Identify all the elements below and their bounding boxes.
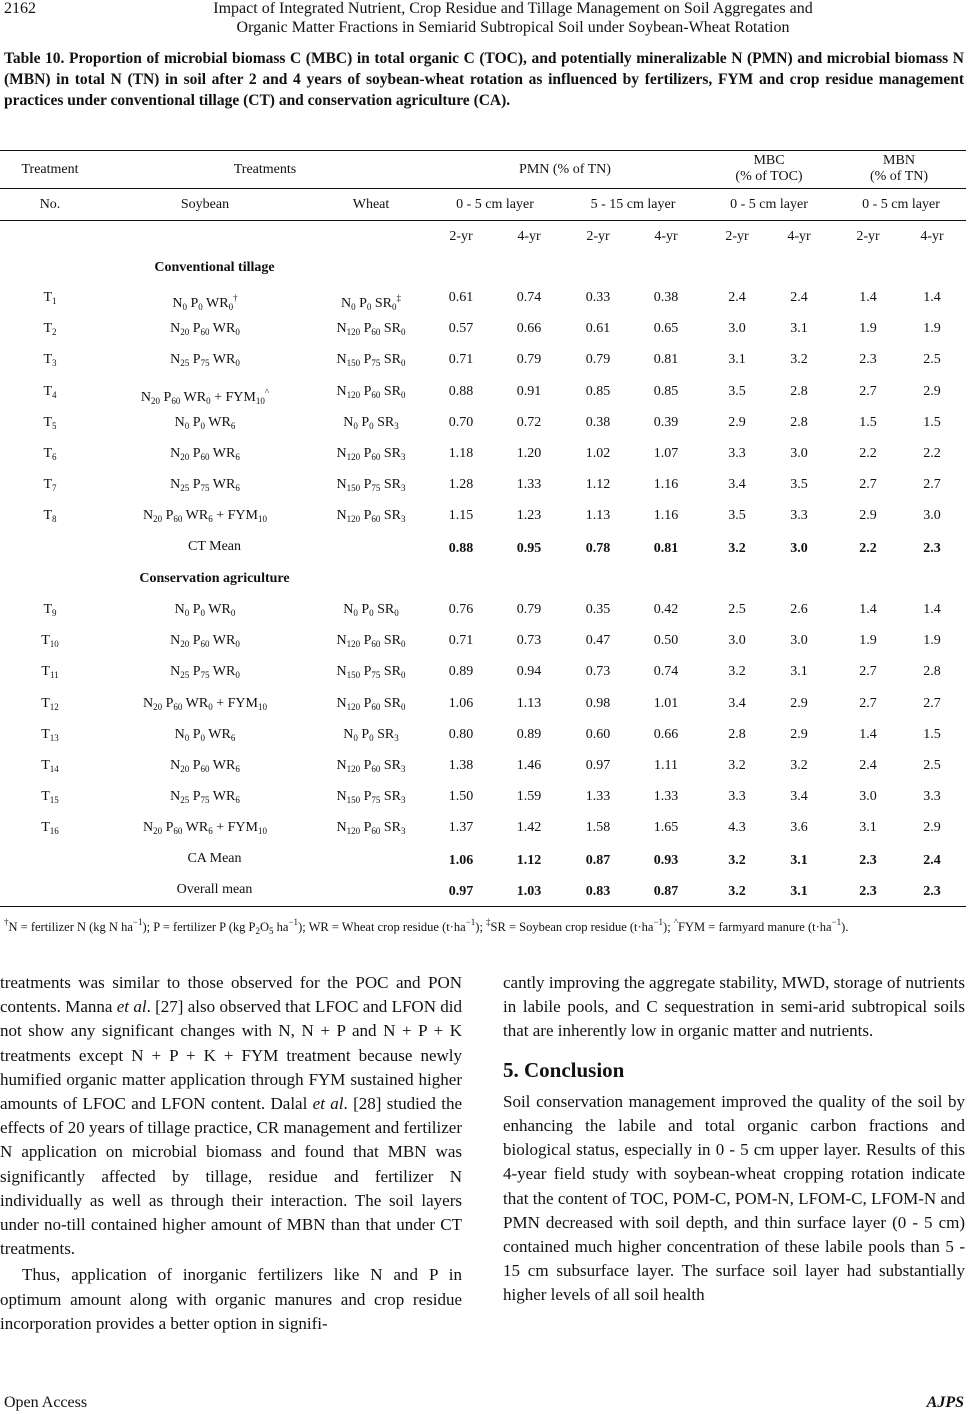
mean-value: 3.2	[728, 541, 746, 556]
treatment-no: $T_{10}$	[41, 633, 59, 650]
table-value: 1.4	[859, 726, 877, 742]
col-header-treatment: Treatment	[21, 162, 79, 177]
table-value: 1.07	[653, 446, 679, 461]
right-paragraph-2: Soil conservation management improved the quality of the soil by enhancing the labile and total organic carbon fractions and biological status, especially in 0 - 5 cm upper layer. Results of this 4-year field study with soybean-wheat cropping rotation indicate that the content of TOC, POM-C, POM-N, LFOM-C, LFOM-N and PMN decreased with soil depth, and thin surface layer (0 - 5 cm) contained much higher concentration of these labile pools than 5 - 15 cm subsurface layer. The surface soil layer had substantially higher levels of all soil health	[503, 1091, 965, 1305]
col-header-treatments: Treatments	[233, 162, 297, 177]
col-header-soybean: Soybean	[180, 197, 230, 212]
table-value: 0.76	[448, 602, 474, 617]
table-value: 2.9	[728, 414, 746, 430]
table-value: 0.70	[448, 414, 474, 430]
soybean-treatment: $N_0$ $P_0$ $WR_0^\dagger$	[172, 293, 238, 312]
table-value: 1.42	[516, 820, 542, 836]
mean-value: 0.87	[585, 853, 611, 868]
table-value: 2.9	[859, 508, 877, 524]
table-value: 1.06	[448, 695, 474, 711]
table-value: 1.37	[448, 820, 474, 836]
table-value: 3.2	[728, 664, 746, 680]
table-value: 3.0	[923, 508, 941, 524]
treatment-no: $T_{15}$	[41, 789, 59, 806]
year-header: 2-yr	[449, 229, 473, 244]
col-header-layer-d: 0 - 5 cm layer	[862, 197, 940, 212]
table-value: 2.2	[923, 446, 941, 461]
table-value: 2.4	[790, 290, 808, 305]
year-header: 2-yr	[856, 229, 880, 244]
table-value: 0.42	[653, 602, 679, 617]
running-header-line1: Impact of Integrated Nutrient, Crop Residue and Tillage Management on Soil Aggregates and	[213, 0, 813, 17]
year-header: 4-yr	[920, 229, 944, 244]
body-column-left	[0, 971, 462, 1336]
table-value: 2.8	[790, 383, 808, 399]
mean-value: 3.1	[790, 853, 808, 868]
soybean-treatment: $N_0$ $P_0$ $WR_6$	[174, 726, 236, 743]
mean-value: 3.1	[790, 884, 808, 899]
table-value: 1.13	[585, 508, 611, 524]
table-value: 2.9	[923, 820, 941, 836]
table-value: 3.3	[923, 789, 941, 805]
left-paragraph-1: treatments was similar to those observed for the POC and PON contents. Manna et al. [27] also observed that LFOC and LFON did not show any significant changes with N, N + P and N + P + K treatments except N + P + K + FYM treatment because newly humified organic matter application through FYM sustained higher amounts of LFOC and LFON content. Dalal et al. [28] studied the effects of 20 years of tillage practice, CR management and fertilizer N application on microbial biomass and found that MBN was significantly affected by tillage, residue and fertilizer N individually as well as through their interaction. The soil layers under no-till contained higher amount of MBN than that under CT treatments.	[0, 973, 463, 1259]
table-value: 1.4	[923, 602, 941, 617]
mean-value: 0.88	[448, 541, 474, 556]
table-value: 0.88	[448, 383, 474, 399]
treatment-no: $T_3$	[43, 352, 57, 369]
table-value: 3.4	[790, 789, 808, 805]
table-value: 1.9	[923, 633, 941, 649]
col-header-wheat: Wheat	[352, 197, 390, 212]
table-value: 3.2	[790, 352, 808, 368]
mean-value: 0.93	[653, 853, 679, 868]
table-value: 0.98	[585, 695, 611, 711]
table-value: 1.5	[923, 726, 941, 742]
table-value: 2.9	[923, 383, 941, 399]
table-value: 3.5	[728, 508, 746, 524]
col-header-mbn	[840, 153, 958, 185]
running-header-line2: Organic Matter Fractions in Semiarid Subtropical Soil under Soybean-Wheat Rotation	[236, 19, 790, 36]
treatment-no: $T_6$	[43, 446, 57, 462]
soybean-treatment: $N_{25}$ $P_{75}$ $WR_6$	[170, 477, 240, 494]
wheat-treatment: $N_{120}$ $P_{60}$ $SR_3$	[336, 446, 406, 462]
table-value: 3.5	[790, 477, 808, 493]
table-value: 3.1	[728, 352, 746, 368]
table-value: 3.1	[859, 820, 877, 836]
table-value: 0.91	[516, 383, 542, 399]
treatment-no: $T_{12}$	[41, 695, 59, 712]
wheat-treatment: $N_{120}$ $P_{60}$ $SR_3$	[336, 758, 406, 774]
table-value: 0.72	[516, 414, 542, 430]
table-value: 2.6	[790, 602, 808, 617]
table-value: 2.7	[859, 695, 877, 711]
table-value: 1.5	[923, 414, 941, 430]
table-value: 2.8	[790, 414, 808, 430]
table-value: 0.66	[516, 321, 542, 337]
table-value: 2.5	[923, 352, 941, 368]
mean-label: CT Mean	[187, 539, 241, 554]
wheat-treatment: $N_0$ $P_0$ $SR_0^\ddagger$	[340, 293, 402, 312]
table-value: 1.01	[653, 695, 679, 711]
soybean-treatment: $N_0$ $P_0$ $WR_6$	[174, 414, 236, 431]
wheat-treatment: $N_{120}$ $P_{60}$ $SR_0$	[336, 695, 406, 712]
table-value: 1.58	[585, 820, 611, 836]
col-header-layer-b: 5 - 15 cm layer	[590, 197, 676, 212]
table-value: 1.65	[653, 820, 679, 836]
treatment-no: $T_7$	[43, 477, 57, 494]
table-value: 0.50	[653, 633, 679, 649]
footer-open-access: Open Access	[4, 1394, 88, 1411]
mean-value: 1.06	[448, 853, 474, 868]
year-header: 2-yr	[725, 229, 749, 244]
treatment-no: $T_8$	[43, 508, 57, 525]
table-value: 0.66	[653, 726, 679, 742]
soybean-treatment: $N_{20}$ $P_{60}$ $WR_6 + FYM_{10}$	[143, 820, 267, 837]
table-value: 1.59	[516, 789, 542, 805]
table-value: 1.16	[653, 477, 679, 493]
wheat-treatment: $N_{120}$ $P_{60}$ $SR_0$	[336, 321, 406, 338]
table-value: 0.39	[653, 414, 679, 430]
mean-value: 1.12	[516, 853, 542, 868]
soybean-treatment: $N_{25}$ $P_{75}$ $WR_0$	[170, 664, 240, 681]
table-value: 0.89	[448, 664, 474, 680]
table-value: 2.4	[728, 290, 746, 305]
table-value: 1.33	[585, 789, 611, 805]
wheat-treatment: $N_{120}$ $P_{60}$ $SR_3$	[336, 508, 406, 525]
table-value: 1.15	[448, 508, 474, 524]
wheat-treatment: $N_{150}$ $P_{75}$ $SR_3$	[336, 477, 406, 494]
table-value: 0.85	[585, 383, 611, 399]
mbn-line2: (% of TN)	[869, 169, 929, 184]
table-value: 2.5	[728, 602, 746, 617]
soybean-treatment: $N_{20}$ $P_{60}$ $WR_0$	[170, 321, 240, 338]
page-number: 2162	[4, 0, 36, 17]
mean-value: 0.83	[585, 884, 611, 899]
table-value: 1.38	[448, 758, 474, 773]
table-value: 1.02	[585, 446, 611, 461]
table-value: 0.79	[585, 352, 611, 368]
table-value: 3.0	[728, 633, 746, 649]
table-value: 0.80	[448, 726, 474, 742]
table-value: 1.12	[585, 477, 611, 493]
mean-value: 0.78	[585, 541, 611, 556]
table-value: 1.13	[516, 695, 542, 711]
year-header: 4-yr	[654, 229, 678, 244]
col-header-mbc	[710, 153, 828, 185]
table-value: 3.0	[728, 321, 746, 337]
col-header-no: No.	[39, 197, 61, 212]
table-value: 0.79	[516, 602, 542, 617]
table-value: 3.1	[790, 664, 808, 680]
mean-label: Overall mean	[176, 882, 253, 897]
table-footnote: †N = fertilizer N (kg N $ha^{-1}$); P = fertilizer P (kg $P_2O_5$ $ha^{-1}$); WR = Wheat crop residue $(t\cdot ha^{-1})$; ‡SR = Soybean crop residue $(t\cdot ha^{-1})$; ^FYM = farmyard manure $(t\cdot ha^{-1})$.	[4, 917, 849, 936]
section-label-ca: Conservation agriculture	[139, 571, 290, 586]
table-value: 3.5	[728, 383, 746, 399]
col-header-pmn: PMN (% of TN)	[519, 162, 611, 177]
table-value: 3.1	[790, 321, 808, 337]
table-value: 1.5	[859, 414, 877, 430]
soybean-treatment: $N_{25}$ $P_{75}$ $WR_6$	[170, 789, 240, 806]
table-value: 0.89	[516, 726, 542, 742]
table-value: 2.8	[728, 726, 746, 742]
mean-value: 3.2	[728, 884, 746, 899]
table-top-rule	[0, 150, 966, 151]
table-value: 3.4	[728, 695, 746, 711]
table-value: 3.0	[790, 633, 808, 649]
section-label-ct: Conventional tillage	[154, 260, 275, 275]
table-value: 0.71	[448, 352, 474, 368]
soybean-treatment: $N_{25}$ $P_{75}$ $WR_0$	[170, 352, 240, 369]
wheat-treatment: $N_0$ $P_0$ $SR_3$	[343, 414, 399, 431]
table-value: 3.3	[728, 789, 746, 805]
mean-value: 2.3	[923, 541, 941, 556]
soybean-treatment: $N_{20}$ $P_{60}$ $WR_0 + FYM_{10}$	[143, 695, 267, 712]
table-value: 0.81	[653, 352, 679, 368]
mbc-line1: MBC	[753, 153, 785, 168]
table-value: 1.28	[448, 477, 474, 493]
table-value: 0.61	[448, 290, 474, 305]
table-value: 0.71	[448, 633, 474, 649]
conclusion-heading: 5. Conclusion	[503, 1057, 625, 1082]
wheat-treatment: $N_0$ $P_0$ $SR_0$	[343, 602, 399, 618]
table-value: 1.46	[516, 758, 542, 773]
table-value: 1.23	[516, 508, 542, 524]
mean-value: 0.95	[516, 541, 542, 556]
wheat-treatment: $N_0$ $P_0$ $SR_3$	[343, 726, 399, 743]
treatment-no: $T_5$	[43, 414, 57, 431]
soybean-treatment: $N_{20}$ $P_{60}$ $WR_6 + FYM_{10}$	[143, 508, 267, 525]
table-value: 2.9	[790, 726, 808, 742]
table-value: 2.2	[859, 446, 877, 461]
mean-value: 2.3	[859, 884, 877, 899]
mean-value: 3.2	[728, 853, 746, 868]
table-value: 2.3	[859, 352, 877, 368]
mean-value: 0.81	[653, 541, 679, 556]
table-value: 3.4	[728, 477, 746, 493]
table-value: 0.38	[585, 414, 611, 430]
table-value: 0.73	[516, 633, 542, 649]
mean-label: CA Mean	[187, 851, 242, 866]
table-value: 1.16	[653, 508, 679, 524]
treatment-no: $T_{16}$	[41, 820, 59, 837]
table-value: 0.33	[585, 290, 611, 305]
table-value: 0.74	[516, 290, 542, 305]
table-value: 0.61	[585, 321, 611, 337]
footer-journal: AJPS	[926, 1394, 964, 1411]
mbn-line1: MBN	[883, 153, 915, 168]
mean-value: 3.0	[790, 541, 808, 556]
table-value: 1.50	[448, 789, 474, 805]
table-value: 2.5	[923, 758, 941, 773]
treatment-no: $T_{13}$	[41, 726, 59, 743]
table-value: 1.11	[654, 758, 678, 773]
table-value: 2.7	[859, 383, 877, 399]
soybean-treatment: $N_{20}$ $P_{60}$ $WR_6$	[170, 758, 240, 774]
table-value: 1.33	[516, 477, 542, 493]
soybean-treatment: $N_{20}$ $P_{60}$ $WR_6$	[170, 446, 240, 462]
table-value: 0.94	[516, 664, 542, 680]
table-value: 0.79	[516, 352, 542, 368]
table-value: 1.4	[923, 290, 941, 305]
table-value: 2.7	[859, 477, 877, 493]
table-value: 3.3	[728, 446, 746, 461]
mean-value: 2.3	[859, 853, 877, 868]
table-value: 3.3	[790, 508, 808, 524]
wheat-treatment: $N_{150}$ $P_{75}$ $SR_0$	[336, 352, 406, 369]
year-header: 2-yr	[586, 229, 610, 244]
treatment-no: $T_9$	[43, 602, 57, 618]
table-value: 0.73	[585, 664, 611, 680]
table-value: 1.18	[448, 446, 474, 461]
table-value: 2.9	[790, 695, 808, 711]
table-value: 3.2	[790, 758, 808, 773]
table-value: 0.60	[585, 726, 611, 742]
mean-value: 2.4	[923, 853, 941, 868]
table-head-rule	[0, 188, 966, 189]
table-value: 0.85	[653, 383, 679, 399]
left-paragraph-2: Thus, application of inorganic fertilizers like N and P in optimum amount along with organic manures and crop residue incorporation provides a better option in signifi-	[0, 1265, 462, 1333]
year-header: 4-yr	[787, 229, 811, 244]
running-header	[0, 0, 968, 37]
table-value: 2.7	[923, 477, 941, 493]
wheat-treatment: $N_{120}$ $P_{60}$ $SR_0$	[336, 633, 406, 650]
table-value: 4.3	[728, 820, 746, 836]
table-value: 0.65	[653, 321, 679, 337]
treatment-no: $T_{11}$	[41, 664, 59, 681]
body-column-right	[503, 971, 965, 1308]
table-value: 2.4	[859, 758, 877, 773]
table-value: 1.4	[859, 602, 877, 617]
table-value: 2.8	[923, 664, 941, 680]
table-value: 0.47	[585, 633, 611, 649]
wheat-treatment: $N_{120}$ $P_{60}$ $SR_3$	[336, 820, 406, 837]
table-value: 0.35	[585, 602, 611, 617]
table-value: 1.9	[859, 633, 877, 649]
mean-value: 2.3	[923, 884, 941, 899]
table-caption: Table 10. Proportion of microbial biomass C (MBC) in total organic C (TOC), and potentially mineralizable N (PMN) and microbial biomass N (MBN) in total N (TN) in soil after 2 and 4 years of soybean-wheat rotation as influenced by fertilizers, FYM and crop residue management practices under conventional tillage (CT) and conservation agriculture (CA).	[4, 50, 964, 109]
soybean-treatment: $N_{20}$ $P_{60}$ $WR_0 + FYM_{10}^{\^{}}$	[140, 386, 270, 406]
mean-value: 0.87	[653, 884, 679, 899]
wheat-treatment: $N_{120}$ $P_{60}$ $SR_0$	[336, 383, 406, 400]
treatment-no: $T_{14}$	[41, 758, 59, 774]
soybean-treatment: $N_0$ $P_0$ $WR_0$	[174, 602, 236, 618]
table-value: 1.9	[859, 321, 877, 337]
mean-value: 2.2	[859, 541, 877, 556]
wheat-treatment: $N_{150}$ $P_{75}$ $SR_0$	[336, 664, 406, 681]
wheat-treatment: $N_{150}$ $P_{75}$ $SR_3$	[336, 789, 406, 806]
table-value: 1.33	[653, 789, 679, 805]
treatment-no: $T_4$	[43, 383, 57, 400]
table-value: 1.4	[859, 290, 877, 305]
table-value: 2.7	[923, 695, 941, 711]
soybean-treatment: $N_{20}$ $P_{60}$ $WR_0$	[170, 633, 240, 650]
mbc-line2: (% of TOC)	[735, 169, 803, 184]
table-value: 3.0	[790, 446, 808, 461]
table-value: 2.7	[859, 664, 877, 680]
table-value: 1.20	[516, 446, 542, 461]
table-value: 0.38	[653, 290, 679, 305]
treatment-no: $T_1$	[43, 290, 57, 306]
mean-value: 1.03	[516, 884, 542, 899]
treatment-no: $T_2$	[43, 321, 57, 338]
table-value: 0.97	[585, 758, 611, 773]
table-value: 3.2	[728, 758, 746, 773]
table-value: 0.57	[448, 321, 474, 337]
right-paragraph-1: cantly improving the aggregate stability, MWD, storage of nutrients in labile pools, and C sequestration in semi-arid subtropical soils that are inherently low in organic matter and nutrients.	[503, 973, 965, 1041]
table-subhead-rule	[0, 220, 966, 221]
col-header-layer-a: 0 - 5 cm layer	[456, 197, 534, 212]
col-header-layer-c: 0 - 5 cm layer	[730, 197, 808, 212]
table-value: 3.0	[859, 789, 877, 805]
year-header: 4-yr	[517, 229, 541, 244]
mean-value: 0.97	[448, 884, 474, 899]
table-bottom-rule	[0, 906, 966, 907]
table-value: 3.6	[790, 820, 808, 836]
table-value: 0.74	[653, 664, 679, 680]
table-value: 1.9	[923, 321, 941, 337]
